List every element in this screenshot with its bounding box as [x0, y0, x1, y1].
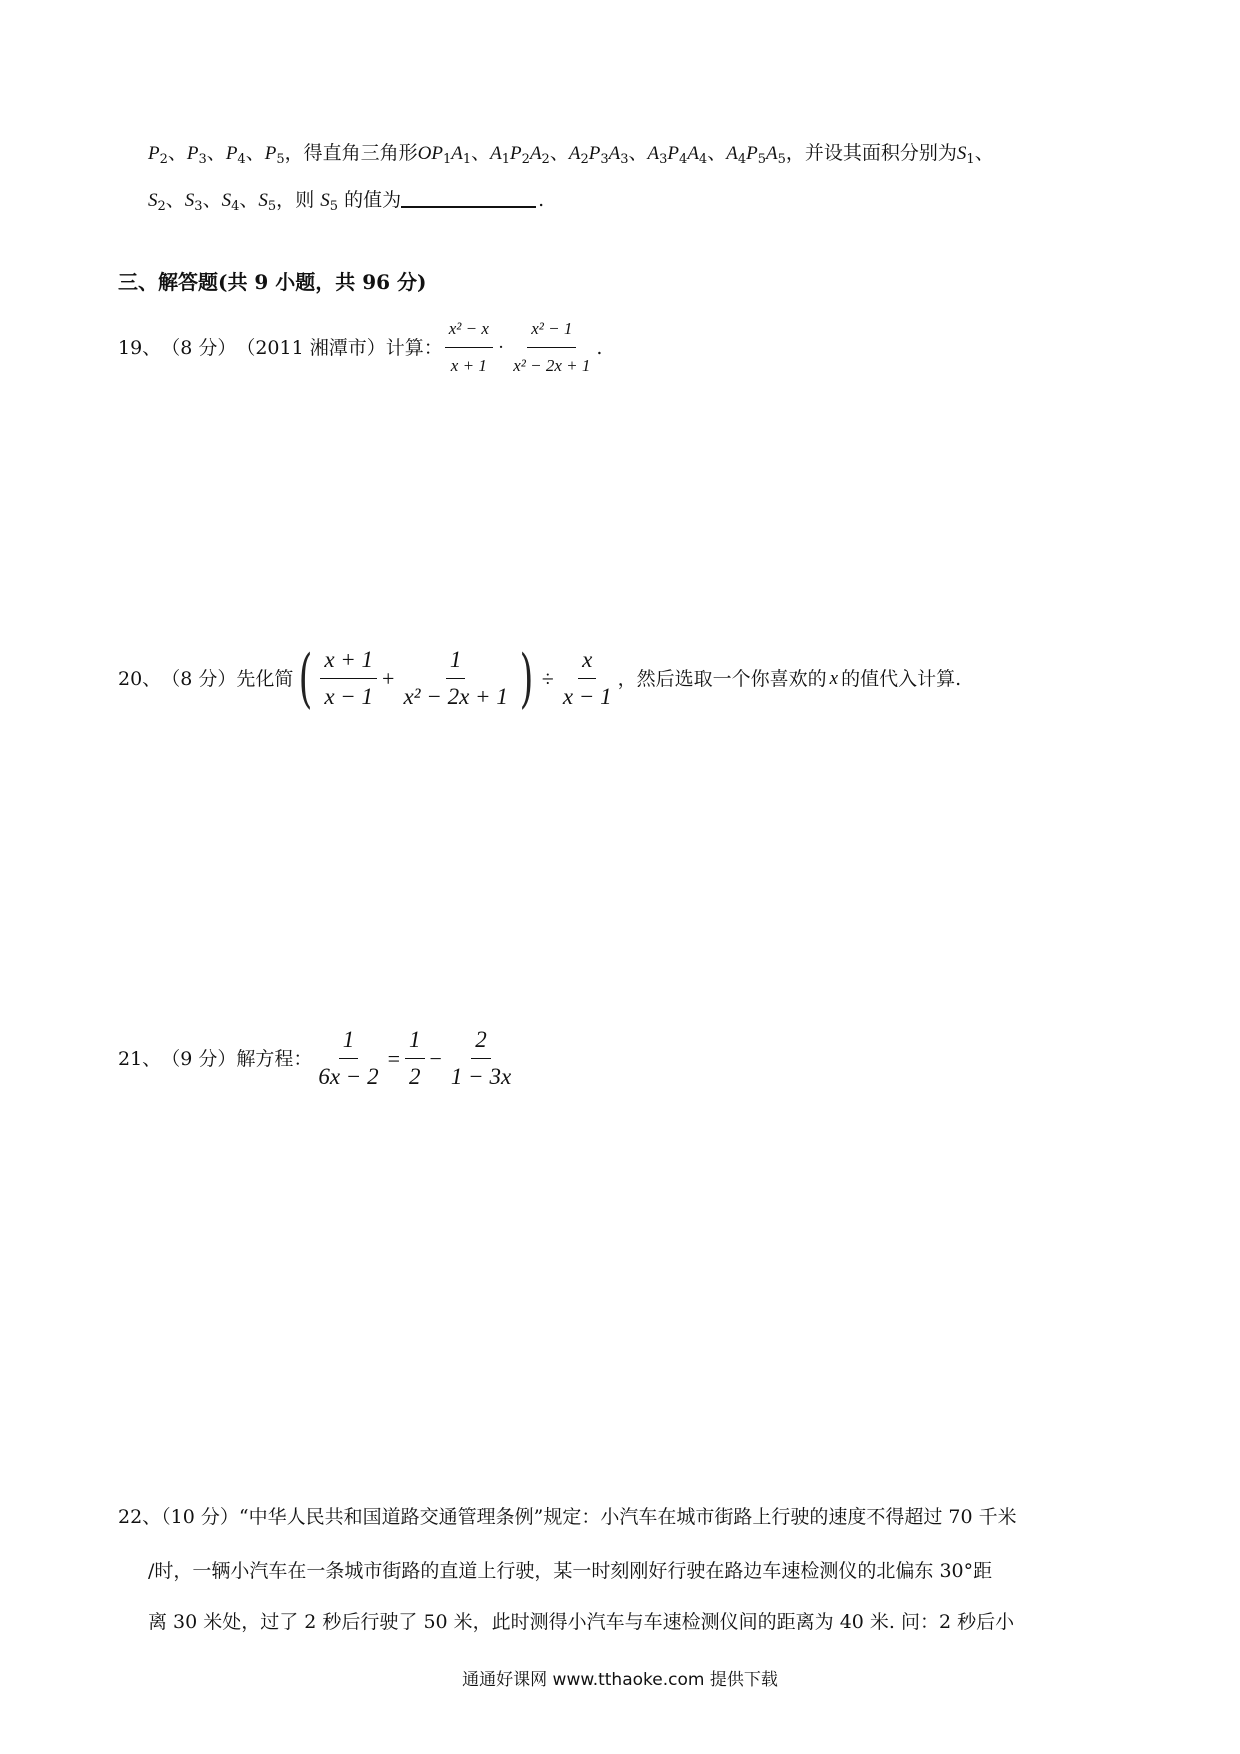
q20-text-choose: ，然后选取一个你喜欢的: [617, 667, 827, 690]
q19-multiply: ·: [497, 336, 505, 358]
q21-number: 21、: [118, 1047, 162, 1070]
q19-source: （2011 湘潭市）计算：: [236, 336, 443, 359]
q20-fraction-2: $\frac{1}{\text{x² − 2x + 1}}$: [403, 647, 508, 709]
q18-period: .: [538, 189, 545, 211]
q19-period: .: [596, 336, 603, 359]
q20-plus: +: [382, 665, 395, 691]
q19-fraction-2: $\frac{\text{x² − 1}}{\text{x² − 2x + 1}}$: [509, 314, 594, 381]
q18-line-2: $S_2$、$S_3$、$S_4$、$S_5$，则 $S_5$ 的值为 .: [148, 184, 544, 216]
q20-divide: ÷: [541, 665, 554, 691]
q22-line-3: 离 30 米处，过了 2 秒后行驶了 50 米，此时测得小汽车与车速检测仪间的距离为 40 米. 问：2 秒后小: [148, 1611, 1015, 1633]
q19-number: 19、: [118, 336, 162, 359]
q22-line-2: /时，一辆小汽车在一条城市街路的直道上行驶，某一时刻刚好行驶在路边车速检测仪的北偏东 30°距: [148, 1560, 993, 1582]
q20-number: 20、: [118, 667, 162, 690]
q22-line-1: 22、（10 分）“中华人民共和国道路交通管理条例”规定：小汽车在城市街路上行驶的速度不得超过 70 千米: [118, 1506, 1017, 1528]
q18-text-area: 并设其面积分别为: [804, 142, 957, 164]
question-20: [118, 641, 962, 716]
q20-variable: x: [829, 667, 839, 689]
q20-score: （8 分）: [161, 667, 237, 690]
q19-score: （8 分）: [161, 336, 237, 359]
q19-fraction-1: $\frac{\text{x² − x}}{x + 1}$: [445, 314, 493, 381]
question-21: [118, 1025, 517, 1092]
q21-equals: =: [387, 1045, 400, 1071]
q20-text-simplify: 先化简: [236, 667, 294, 690]
footer-source: 通通好课网 www.tthaoke.com 提供下载: [462, 1670, 778, 1690]
q21-text: 解方程：: [236, 1047, 313, 1070]
q21-right-fraction-1: $\frac{1}{2}$: [405, 1025, 425, 1092]
q20-left-paren: (: [298, 641, 313, 716]
question-19: [118, 314, 602, 381]
q18-text-value: 的值为: [344, 189, 402, 211]
section-heading: 三、解答题(共 9 小题，共 96 分): [118, 270, 427, 294]
q21-score: （9 分）: [161, 1047, 237, 1070]
q21-right-fraction-2: $\frac{2}{1 - 3x}$: [450, 1027, 512, 1089]
q20-text-substitute: 的值代入计算.: [841, 667, 962, 690]
q20-fraction-3: $\frac{x}{x - 1}$: [562, 647, 612, 709]
q18-line-1: $P_2$、$P_3$、$P_4$、$P_5$，得直角三角形$OP_1A_1$、$A_1P_2A_2$、$A_2P_3A_3$、$A_3P_4A_4$、$A_4P_5A_5$，并设其面积分别为$S_1$、: [148, 142, 994, 167]
q20-right-paren: ): [519, 641, 534, 716]
q18-text-triangles: 得直角三角形: [303, 142, 418, 164]
q20-fraction-1: $\frac{x + 1}{x - 1}$: [320, 645, 377, 712]
q21-minus: −: [429, 1045, 442, 1071]
q21-left-fraction: $\frac{1}{6x - 2}$: [318, 1027, 379, 1089]
answer-blank[interactable]: [401, 184, 536, 208]
q18-text-then: 则: [295, 189, 315, 211]
